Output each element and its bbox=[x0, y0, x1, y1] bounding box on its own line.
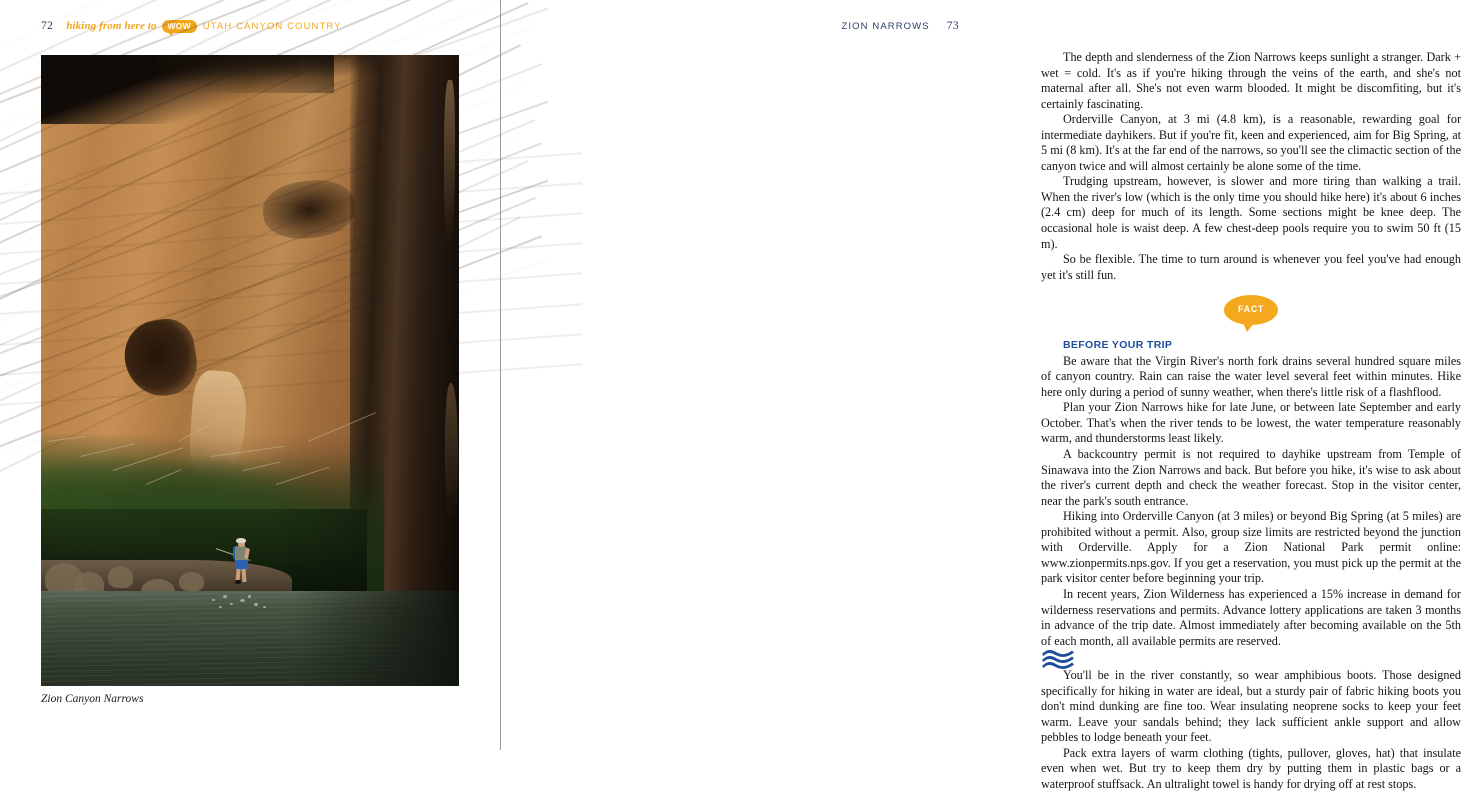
hiker-figure bbox=[227, 538, 259, 588]
paragraph: Be aware that the Virgin River's north fork drains several hundred square miles of canyon country. Rain can raise the water level several feet within minutes. Hike here only during a period of sunny weather, when there's little risk of a flashflood. bbox=[1041, 353, 1461, 399]
hiker-leg-right bbox=[242, 569, 247, 582]
left-page bbox=[0, 0, 500, 750]
body-column bbox=[1041, 50, 1461, 793]
canyon-river-photo bbox=[41, 55, 459, 686]
river-shadow bbox=[292, 591, 459, 686]
fact-badge bbox=[1041, 295, 1461, 325]
photo-canvas bbox=[41, 55, 459, 686]
paragraph: Orderville Canyon, at 3 mi (4.8 km), is a reasonable, rewarding goal for intermediate dayhikers. But if you're fit, keen and experienced, aim for Big Spring, at 5 mi (8 km). It's at the far end of the narrows, so you'll see the climactic section of the canyon twice and will almost certainly be alone some of the time. bbox=[1041, 112, 1461, 173]
book-title: UTAH CANYON COUNTRY bbox=[202, 20, 342, 32]
book-spine-line bbox=[500, 0, 501, 750]
right-wall-highlight bbox=[444, 80, 455, 244]
speech-bubble-icon bbox=[1224, 295, 1278, 325]
paragraph: Plan your Zion Narrows hike for late June, or between late September and early October. That's when the river tends to be lowest, the water temperature reasonably warm, and thunderstorms least likely. bbox=[1041, 400, 1461, 446]
top-shadow-mid bbox=[158, 55, 334, 93]
page-number-left: 72 bbox=[41, 20, 54, 32]
running-head-right bbox=[842, 18, 959, 34]
series-label: hiking from here to bbox=[66, 20, 157, 32]
paragraph: Trudging upstream, however, is slower and more tiring than walking a trail. When the river's low (which is the only time you should hike here) it's about 6 inches (2.4 cm) deep for much of its length. Some sections might be knee deep. The occasional hole is waist deep. A few chest-deep pools require you to swim 50 ft (15 m). bbox=[1041, 174, 1461, 251]
water-wave-icon bbox=[1041, 649, 1075, 668]
hiker-boot bbox=[235, 580, 241, 584]
fact-badge-label: FACT bbox=[1238, 304, 1264, 315]
hiker-arm bbox=[244, 547, 250, 559]
chapter-title: ZION NARROWS bbox=[841, 20, 930, 32]
photo-caption: Zion Canyon Narrows bbox=[41, 693, 144, 705]
paragraph: Hiking into Orderville Canyon (at 3 miles) or beyond Big Spring (at 5 miles) are prohibited without a permit. Also, group size limits are restricted beyond the junction with Orderville. Apply for a Zion National Park permit online: www.zionpermits.nps.gov. If you get a reservation, you must pick up the permit at the park visitor center before beginning your trip. bbox=[1041, 509, 1461, 586]
paragraph: So be flexible. The time to turn around is whenever you feel you've had enough yet it's still fun. bbox=[1041, 252, 1461, 282]
paragraph: Pack extra layers of warm clothing (tights, pullover, gloves, hat) that insulate even when wet. But try to keep them dry by putting them in plastic bags or a waterproof stuffsack. An ultralight towel is handy for drying off at rest stops. bbox=[1041, 745, 1461, 791]
page-number-right: 73 bbox=[946, 20, 959, 32]
paragraph: A backcountry permit is not required to dayhike upstream from Temple of Sinawava into the Zion Narrows and back. But before you hike, it's wise to ask about the river's current depth and check the weather forecast. Stop in the visitor center, near the park's south entrance. bbox=[1041, 447, 1461, 508]
wave-divider bbox=[1041, 649, 1461, 668]
section-heading: BEFORE YOUR TRIP bbox=[1063, 339, 1173, 352]
hiker-hat bbox=[236, 538, 246, 543]
wow-logo-icon: WOW bbox=[162, 20, 197, 33]
paragraph: You'll be in the river constantly, so wear amphibious boots. Those designed specifically for hiking in water are ideal, but a sturdy pair of fabric hiking boots you don't mind dunking are fine too. Wear insulating neoprene socks to keep your feet warm. Leave your sandals behind; they lack sufficient ankle support and allow pebbles to lodge beneath your feet. bbox=[1041, 668, 1461, 745]
right-page bbox=[500, 0, 1461, 791]
river-water bbox=[41, 591, 459, 686]
right-wall-highlight-lower bbox=[445, 383, 458, 522]
paragraph: The depth and slenderness of the Zion Narrows keeps sunlight a stranger. Dark + wet = cold. It's as if you're hiking through the veins of the earth, and she's not maternal after all. She's not even warm blooded. It might be discomfiting, but it's certainly fascinating. bbox=[1041, 50, 1461, 111]
paragraph: In recent years, Zion Wilderness has experienced a 15% increase in demand for wilderness reservations and permits. Advance lottery applications are taken 3 months in advance of the trip date. Almost immediately after becoming available on the 5th of each month, all available permits are reserved. bbox=[1041, 586, 1461, 648]
